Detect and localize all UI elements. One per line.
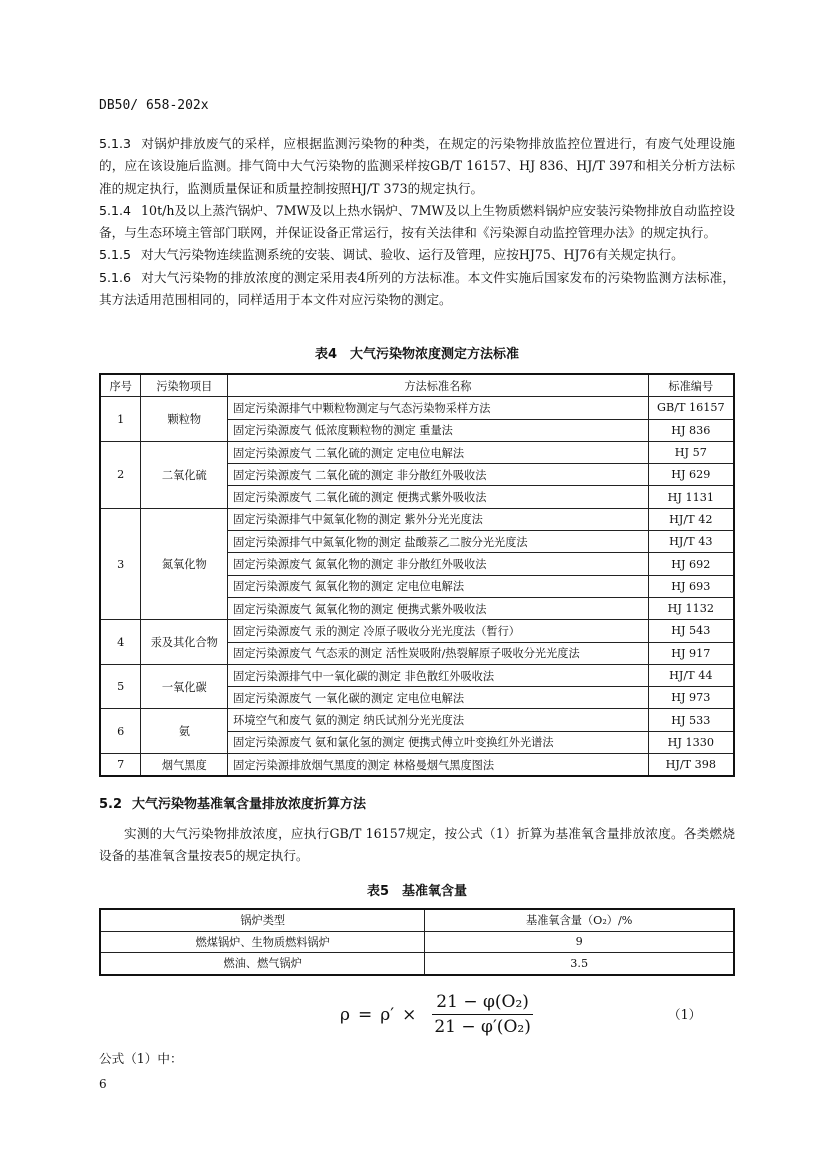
method-name: 固定污染源废气 二氧化硫的测定 定电位电解法 [228,441,648,463]
standard-code: HJ 1131 [648,486,734,508]
table-row [100,508,734,530]
table-row [100,931,734,953]
page-number: 6 [99,1077,107,1091]
header-pollutant: 污染物项目 [141,374,228,397]
document-id: DB50/ 658-202x [99,98,209,113]
header-oxygen-content: 基准氧含量（O₂）/% [425,909,734,931]
standard-code: HJ 836 [648,419,734,441]
clause-text: 10t/h及以上蒸汽锅炉、7MW及以上热水锅炉、7MW及以上生物质燃料锅炉应安装污染物排放自动监控设备，与生态环境主管部门联网，并保证设备正常运行，按有关法律和《污染源自动监控管理办法》的规定执行。 [99,202,735,241]
oxygen-value: 3.5 [425,953,734,975]
standard-code: HJ 692 [648,553,734,575]
standard-code: HJ 693 [648,575,734,597]
boiler-type: 燃煤锅炉、生物质燃料锅炉 [100,931,425,953]
method-name: 固定污染源废气 氮氧化物的测定 非分散红外吸收法 [228,553,648,575]
row-number: 4 [100,620,141,665]
formula-fraction [430,992,534,1037]
header-boiler-type: 锅炉类型 [100,909,425,931]
clause-5-1-5 [99,244,735,266]
clause-5-1-3 [99,133,735,200]
clause-number: 5.1.3 [99,136,132,151]
method-name: 固定污染源废气 一氧化碳的测定 定电位电解法 [228,687,648,709]
method-name: 固定污染源废气 氮氧化物的测定 便携式紫外吸收法 [228,597,648,619]
clause-number: 5.1.4 [99,202,132,218]
method-name: 环境空气和废气 氨的测定 纳氏试剂分光光度法 [228,709,648,731]
method-name: 固定污染源废气 气态汞的测定 活性炭吸附/热裂解原子吸收分光光度法 [228,642,648,664]
standard-code: GB/T 16157 [648,397,734,419]
method-name: 固定污染源排气中氮氧化物的测定 紫外分光光度法 [228,508,648,530]
table-row [100,709,734,731]
clauses-block [99,133,735,311]
row-number: 6 [100,709,141,754]
standard-code: HJ/T 398 [648,754,734,777]
clause-text: 对大气污染物的排放浓度的测定采用表4所列的方法标准。本文件实施后国家发布的污染物监测方法标准，其方法适用范围相同的，同样适用于本文件对应污染物的测定。 [99,269,735,308]
standard-code: HJ 57 [648,441,734,463]
clause-5-1-6 [99,267,735,312]
formula-denominator: 21 − φ′(O₂) [434,1017,531,1037]
standard-code: HJ 1132 [648,597,734,619]
section-5-2-heading [99,793,366,812]
pollutant-name: 氮氧化物 [141,508,228,619]
method-name: 固定污染源排气中氮氧化物的测定 盐酸萘乙二胺分光光度法 [228,531,648,553]
section-title: 大气污染物基准氧含量排放浓度折算方法 [132,797,367,812]
pollutant-name: 烟气黑度 [141,754,228,777]
standard-code: HJ 917 [648,642,734,664]
pollutant-name: 颗粒物 [141,397,228,442]
header-no: 序号 [100,374,141,397]
method-name: 固定污染源废气 二氧化硫的测定 便携式紫外吸收法 [228,486,648,508]
standard-code: HJ 543 [648,620,734,642]
row-number: 7 [100,754,141,777]
clause-number: 5.1.6 [99,269,132,285]
method-name: 固定污染源排气中一氧化碳的测定 非色散红外吸收法 [228,664,648,686]
table4-caption: 表4 大气污染物浓度测定方法标准 [314,347,520,362]
table-row [100,397,734,419]
table-row [100,953,734,975]
row-number: 2 [100,441,141,508]
header-method: 方法标准名称 [228,374,648,397]
section-paragraph: 实测的大气污染物排放浓度，应执行GB/T 16157规定，按公式（1）折算为基准氧含量排放浓度。各类燃烧设备的基准氧含量按表5的规定执行。 [99,826,735,864]
formula-where-label: 公式（1）中： [99,1051,183,1066]
standard-code: HJ/T 44 [648,664,734,686]
standard-code: HJ/T 42 [648,508,734,530]
reference-oxygen-table [99,908,735,976]
method-name: 固定污染源废气 氨和氯化氢的测定 便携式傅立叶变换红外光谱法 [228,731,648,753]
formula-number: （1） [668,1007,702,1022]
section-number: 5.2 [99,797,123,812]
pollutant-name: 汞及其化合物 [141,620,228,665]
standard-code: HJ 1330 [648,731,734,753]
header-code: 标准编号 [648,374,734,397]
standard-code: HJ 973 [648,687,734,709]
formula-rho-prime: ρ′ [380,1004,395,1025]
formula-times: × [402,1004,417,1025]
row-number: 3 [100,508,141,619]
clause-text: 对锅炉排放废气的采样，应根据监测污染物的种类，在规定的污染物排放监控位置进行，有废气处理设施的，应在该设施后监测。排气筒中大气污染物的监测采样按GB/T 16157、HJ 836、HJ/T 397和相关分析方法标准的规定执行，监测质量保证和质量控制按照HJ/T 373的规定执行。 [99,136,735,196]
pollutant-name: 氨 [141,709,228,754]
section-5-2-body [99,823,735,868]
method-name: 固定污染源废气 低浓度颗粒物的测定 重量法 [228,419,648,441]
table-header-row [100,374,734,397]
table-header-row [100,909,734,931]
clause-text: 对大气污染物连续监测系统的安装、调试、验收、运行及管理，应按HJ75、HJ76有关规定执行。 [141,247,684,263]
table-row [100,754,734,777]
conversion-formula [340,992,535,1037]
table5-caption: 表5 基准氧含量 [366,884,468,899]
clause-number: 5.1.5 [99,247,132,263]
boiler-type: 燃油、燃气锅炉 [100,953,425,975]
method-name: 固定污染源排放烟气黑度的测定 林格曼烟气黑度图法 [228,754,648,777]
method-name: 固定污染源废气 汞的测定 冷原子吸收分光光度法（暂行） [228,620,648,642]
pollutant-name: 二氧化硫 [141,441,228,508]
clause-5-1-4 [99,200,735,245]
row-number: 5 [100,664,141,709]
table-row [100,441,734,463]
pollutant-name: 一氧化碳 [141,664,228,709]
formula-equals: = [358,1004,373,1025]
table-row [100,620,734,642]
table-row [100,664,734,686]
standard-code: HJ 533 [648,709,734,731]
formula-lhs: ρ [340,1004,350,1025]
row-number: 1 [100,397,141,442]
method-name: 固定污染源排气中颗粒物测定与气态污染物采样方法 [228,397,648,419]
formula-numerator: 21 − φ(O₂) [432,992,533,1015]
standard-code: HJ/T 43 [648,531,734,553]
method-standards-table [99,373,735,777]
standard-code: HJ 629 [648,464,734,486]
oxygen-value: 9 [425,931,734,953]
method-name: 固定污染源废气 氮氧化物的测定 定电位电解法 [228,575,648,597]
method-name: 固定污染源废气 二氧化硫的测定 非分散红外吸收法 [228,464,648,486]
